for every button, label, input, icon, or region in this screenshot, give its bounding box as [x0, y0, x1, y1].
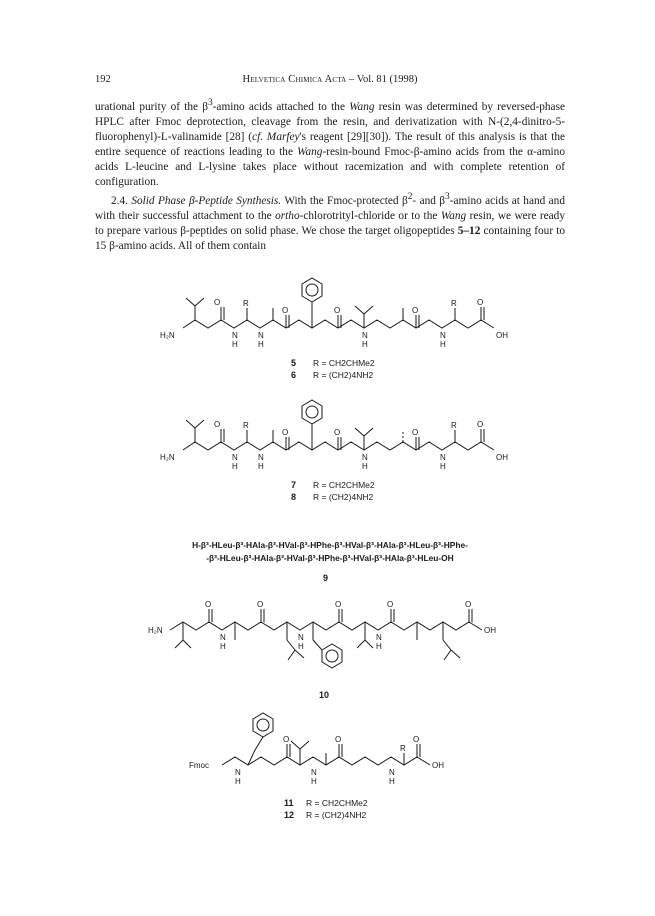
- svg-text:N: N: [258, 331, 264, 340]
- svg-text:N: N: [376, 633, 382, 642]
- p1-cf: cf.: [252, 130, 264, 143]
- compound-12-number: 12: [284, 810, 295, 820]
- svg-text:O: O: [205, 600, 212, 609]
- compound-5-r: R = CH2CHMe2: [313, 358, 375, 368]
- svg-text:N: N: [220, 633, 226, 642]
- p1-text-5: 's reagent [29][30]). The result of this analysis is that the entire sequence of reactions leading to the: [95, 130, 565, 159]
- structure-11-12: [189, 713, 444, 786]
- svg-text:H: H: [220, 642, 226, 651]
- p2-text-1: 2.4.: [111, 195, 132, 208]
- fmoc-label: Fmoc: [189, 761, 209, 770]
- sequence-9-line-2: -β³-HLeu-β³-HAla-β³-HVal-β³-HPhe-β³-HVal-β³-HAla-β³-HLeu-OH: [206, 553, 454, 563]
- journal-name: Helvetica Chimica Acta: [242, 74, 347, 85]
- svg-text:O: O: [413, 735, 420, 744]
- p2-text-7: containing four to 15 β-amino acids. All of them contain: [95, 225, 565, 253]
- journal-volume: – Vol. 81 (1998): [349, 74, 418, 85]
- svg-text:N: N: [440, 331, 446, 340]
- p2-text-3: - and β: [412, 195, 446, 208]
- svg-text:O: O: [387, 600, 394, 609]
- compound-6-r: R = (CH2)4NH2: [313, 370, 374, 380]
- svg-text:N: N: [232, 331, 238, 340]
- p2-wang: Wang: [440, 210, 467, 223]
- section-heading: Solid Phase β-Peptide Synthesis.: [131, 195, 282, 208]
- phenyl-ring-11: [253, 713, 273, 737]
- svg-text:R: R: [243, 299, 249, 308]
- svg-text:N: N: [298, 633, 304, 642]
- page-number: 192: [95, 74, 111, 85]
- svg-text:O: O: [335, 600, 342, 609]
- compound-8-number: 8: [291, 492, 297, 502]
- svg-text:N: N: [235, 768, 241, 777]
- compound-7-number: 7: [291, 480, 297, 490]
- phenyl-ring-5: [302, 278, 322, 302]
- p1-text-6: -resin-bound Fmoc-β-amino acids from the α-amino acids L-leucine and L-lysine takes place without racemization and with complete retention of configuration.: [95, 146, 565, 189]
- svg-text:O: O: [214, 298, 221, 307]
- p1-wang-2: Wang: [297, 146, 323, 159]
- p1-text-3: resin was determined by reversed-phase HPLC after Fmoc deprotection, cleavage from the resin, and derivatization with N-(2,4-dinitro-5-fluorophenyl)-L-valinamide [28] (: [95, 100, 565, 143]
- svg-text:O: O: [257, 600, 264, 609]
- svg-text:R: R: [400, 744, 406, 753]
- svg-text:R: R: [451, 299, 457, 308]
- p2-ortho: ortho: [275, 210, 300, 223]
- svg-text:H: H: [232, 462, 238, 471]
- svg-text:N: N: [389, 768, 395, 777]
- svg-text:O: O: [282, 428, 289, 437]
- svg-text:H₂N: H₂N: [148, 626, 163, 635]
- svg-text:O: O: [283, 735, 290, 744]
- svg-text:O: O: [477, 420, 484, 429]
- svg-text:O: O: [335, 735, 342, 744]
- structure-7-8: [160, 400, 508, 471]
- p2-text-2: With the Fmoc-protected β: [281, 195, 408, 208]
- svg-text:H: H: [232, 340, 238, 349]
- p2-sup-1: 2: [407, 192, 413, 203]
- svg-text:OH: OH: [496, 331, 508, 340]
- svg-text:H₂N: H₂N: [160, 331, 175, 340]
- svg-text:O: O: [334, 306, 341, 315]
- p2-text-4: -amino acids at hand and with their successful attachment to the: [95, 195, 565, 223]
- svg-text:O: O: [412, 428, 419, 437]
- p2-sup-2: 3: [445, 192, 450, 203]
- svg-text:OH: OH: [496, 453, 508, 462]
- svg-text:O: O: [412, 306, 419, 315]
- svg-text:H: H: [258, 340, 264, 349]
- svg-text:H₂N: H₂N: [160, 453, 175, 462]
- svg-text:N: N: [362, 453, 368, 462]
- compound-8-r: R = (CH2)4NH2: [313, 492, 374, 502]
- svg-text:R: R: [243, 421, 249, 430]
- compound-5-number: 5: [291, 358, 297, 368]
- svg-text:N: N: [440, 453, 446, 462]
- p2-text-5: -chlorotrityl-chloride or to the: [299, 210, 441, 223]
- compound-7-r: R = CH2CHMe2: [313, 480, 375, 490]
- svg-text:H: H: [376, 642, 382, 651]
- svg-text:N: N: [232, 453, 238, 462]
- svg-text:H: H: [362, 462, 368, 471]
- p1-marfey: Marfey: [266, 130, 300, 143]
- phenyl-ring-10: [322, 644, 342, 668]
- compound-6-number: 6: [291, 370, 297, 380]
- p1-text-2: -amino acids attached to the: [212, 100, 350, 113]
- compound-11-r: R = CH2CHMe2: [306, 798, 368, 808]
- sequence-9-line-1: H-β³-HLeu-β³-HAla-β³-HVal-β³-HPhe-β³-HVal-β³-HAla-β³-HLeu-β³-HPhe-: [192, 540, 468, 550]
- svg-text:O: O: [465, 600, 472, 609]
- p2-text-6: resin, we were ready to prepare various β-peptides on solid phase. We chose the target oligopeptides: [95, 210, 565, 238]
- svg-text:O: O: [477, 298, 484, 307]
- compound-9-number: 9: [323, 573, 329, 583]
- svg-text:H: H: [235, 777, 241, 786]
- svg-text:H: H: [311, 777, 317, 786]
- compound-12-r: R = (CH2)4NH2: [306, 810, 367, 820]
- svg-text:N: N: [362, 331, 368, 340]
- p1-wang-1: Wang: [349, 100, 375, 113]
- svg-text:H: H: [362, 340, 368, 349]
- p1-sup: 3: [207, 98, 213, 108]
- svg-text:H: H: [298, 642, 304, 651]
- p1-text-1: urational purity of the β: [95, 100, 208, 113]
- p2-compound-range: 5–12: [457, 225, 481, 238]
- compound-10-number: 10: [319, 690, 330, 700]
- svg-text:O: O: [282, 306, 289, 315]
- svg-text:OH: OH: [484, 626, 496, 635]
- structure-10: [148, 600, 496, 668]
- svg-text:H: H: [389, 777, 395, 786]
- svg-text:OH: OH: [432, 761, 444, 770]
- compound-11-number: 11: [284, 798, 294, 808]
- svg-text:N: N: [258, 453, 264, 462]
- svg-text:H: H: [440, 462, 446, 471]
- phenyl-ring-7: [302, 400, 322, 424]
- svg-text:O: O: [214, 420, 221, 429]
- svg-text:R: R: [451, 421, 457, 430]
- svg-text:N: N: [311, 768, 317, 777]
- backbone-10: [170, 622, 482, 630]
- structure-5-6: [160, 278, 508, 349]
- svg-text:H: H: [258, 462, 264, 471]
- svg-text:O: O: [334, 428, 341, 437]
- svg-text:H: H: [440, 340, 446, 349]
